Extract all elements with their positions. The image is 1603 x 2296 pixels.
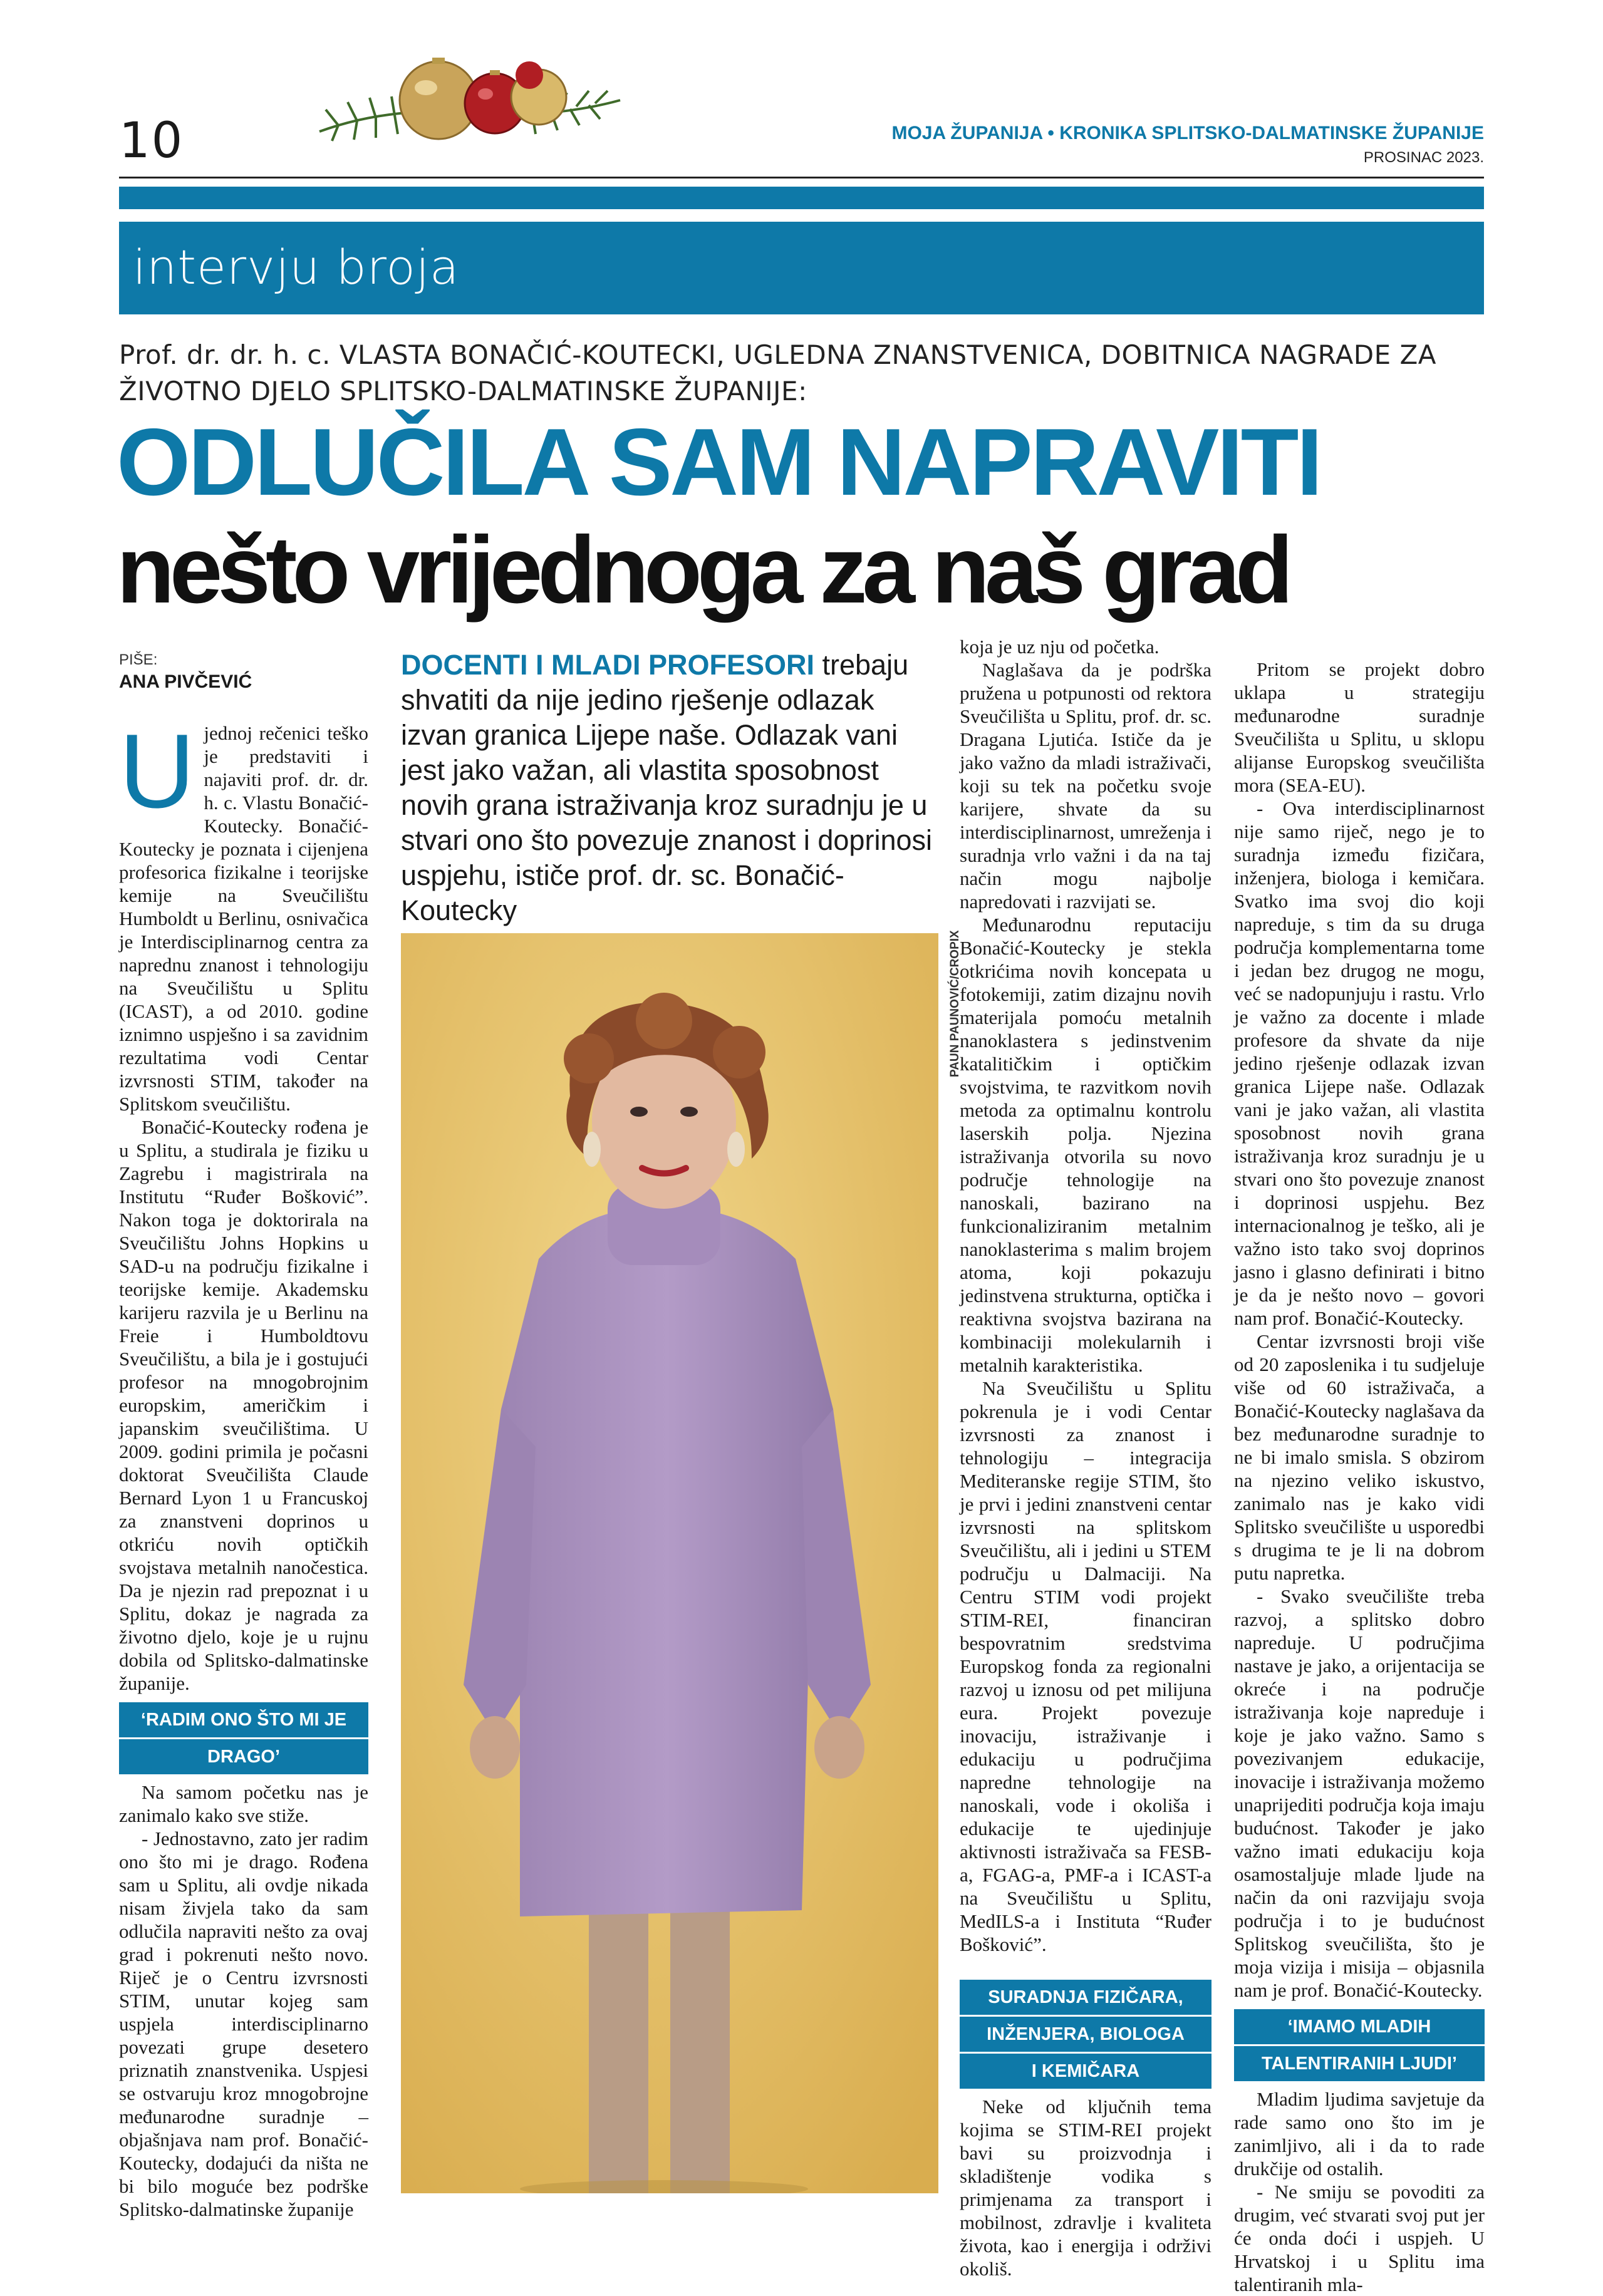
pull-quote-text: trebaju shvatiti da nije jedino rješenje odlazak izvan granica Lijepe naše. Odlazak vani jest jako važan, ali vlastita sposobnost novih grana istraživanja kroz suradnju je u stvari ono što povezuje znanost i doprinosi uspjehu, ističe prof. dr. sc. Bonačić-Koutecky xyxy=(401,649,932,926)
header-rule xyxy=(119,177,1484,178)
paragraph: - Jednostavno, zato jer radim ono što mi je drago. Rođena sam u Splitu, ali ovdje nikada nisam živjela tako da sam odlučila napraviti nešto za ovaj grad i pokrenuti nešto novo. Riječ je o Centru izvrsnosti STIM, unutar kojeg sam uspjela interdisciplinarno povezati grupe desetero priznatih znanstvenika. Uspjesi se ostvaruju kroz mnogobrojne međunarodne suradnje – objašnjava nam prof. Bonačić-Koutecky, dodajući da ništa ne bi bilo moguće bez podrške Splitsko-dalmatinske županije xyxy=(119,1828,368,2220)
pull-quote-lead: DOCENTI I MLADI PROFESORI xyxy=(401,649,815,681)
paragraph: Mladim ljudima savjetuje da rade samo ono što im je zanimljivo, ali i da to rade drukčije od ostalih. xyxy=(1234,2088,1485,2180)
christmas-ornament-decoration xyxy=(313,38,626,157)
photo-credit: PAUN PAUNOVIĆ/CROPIX xyxy=(948,930,962,1077)
drop-cap: U xyxy=(119,712,195,830)
headline-line-1: ODLUČILA SAM NAPRAVITI xyxy=(117,409,1320,515)
paragraph: Naglašava da je podrška pružena u potpunosti od rektora Sveučilišta u Splitu, prof. dr. sc. Dragana Ljutića. Ističe da je jako važno da mladi istraživači, koji su tek na početku svoje karijere, shvate da su interdisciplinarnost, umreženja i suradnja vrlo važni i da na taj način mogu najbolje napredovati i razvijati se. xyxy=(960,659,1211,913)
paragraph: Na Sveučilištu u Splitu pokrenula je i vodi Centar izvrsnosti za znanost i tehnologiju – integracija Mediteranske regije STIM, što je prvi i jedini znanstveni centar izvrsnosti na splitskom Sveučilištu, ali i jedini u STEM području u Dalmaciji. Na Centru STIM vodi projekt STIM-REI, financiran bespovratnim sredstvima Europskog fonda za regionalni razvoj u iznosu od pet milijuna eura. Projekt povezuje inovaciju, istraživanje i edukaciju u područjima napredne tehnologije na nanoskali, vode i okoliša i edukacije te ujedinjuje aktivnosti istraživača sa FESB-a, FGAG-a, PMF-a i ICAST-a na Sveučilištu u Splitu, MedILS-a i Instituta “Ruđer Bošković”. xyxy=(960,1377,1211,1955)
paragraph: Međunarodnu reputaciju Bonačić-Koutecky je stekla otkrićima novih koncepata u fotokemiji, zatim dizajnu novih materijala pomoću metalnih nanoklastera s jedinstvenim katalitičkim i optičkim svojstvima, te razvitkom novih metoda za optimalnu kontrolu laserskih polja. Njezina istraživanja otvorila su novo područje tehnologije na nanoskali, bazirano na funkcionaliziranim metalnim nanoklasterima s malim brojem atoma, koji pokazuju jedinstvena strukturna, optička i reaktivna svojstva bazirana na kombinaciji molekularnih i metalnih karakteristika. xyxy=(960,914,1211,1376)
article-column-3 xyxy=(960,635,1211,2280)
subheading-imamo: ‘IMAMO MLADIH TALENTIRANIH LJUDI’ xyxy=(1234,2009,1485,2081)
article-column-1 xyxy=(119,712,368,2221)
paragraph: - Ova interdisciplinarnost nije samo riječ, nego je to suradnja između fizičara, inženjera, biologa i kemičara. Svatko ima svoj dio koji napreduje, s tim da su druga područja komplementarna tome i jedan bez drugog ne mogu, već se nadopunjuju i rastu. Vrlo je važno za docente i mlade profesore da shvate da nije jedino rješenje odlazak izvan granica Lijepe naše. Odlazak vani je jako važan, ali vlastita sposobnost novih grana istraživanja kroz suradnju je u stvari ono što povezuje znanost i doprinosi uspjehu. Bez internacionalnog je teško, ali je važno isto tako svoj doprinos jasno i glasno definirati i bitno je da je nešto novo – govori nam prof. Bonačić-Koutecky. xyxy=(1234,797,1485,1329)
article-kicker: Prof. dr. dr. h. c. VLASTA BONAČIĆ-KOUTECKI, UGLEDNA ZNANSTVENICA, DOBITNICA NAGRADE ZA ŽIVOTNO DJELO SPLITSKO-DALMATINSKE ŽUPANIJE: xyxy=(119,339,1437,406)
paragraph: Pritom se projekt dobro uklapa u strategiju međunarodne suradnje Sveučilišta u Splitu, u sklopu alijanse Europskog sveučilišta mora (SEA-EU). xyxy=(1234,658,1485,796)
paragraph: Centar izvrsnosti broji više od 20 zaposlenika i tu sudjeluje više od 60 istraživača, a Bonačić-Koutecky naglašava da bez međunarodne suradnje to ne bi imalo smisla. S obzirom na njezino veliko iskustvo, zanimalo nas je kako vidi Splitsko sveučilište u usporedbi s drugima te je li na dobrom putu napretka. xyxy=(1234,1330,1485,1584)
headline-line-2: nešto vrijednoga za naš grad xyxy=(117,517,1289,623)
publication-date: PROSINAC 2023. xyxy=(1363,149,1484,166)
paragraph: - Svako sveučilište treba razvoj, a splitsko dobro napreduje. U područjima nastave je jako, a orijentacija se okreće i na područje istraživanja koje napreduje i koje je jako važno. Samo s povezivanjem edukacije, inovacije i istraživanja možemo unaprijediti područja koja imaju budućnost. Također je jako važno imati edukaciju koja osamostaljuje mlade ljude na način da oni razvijaju svoja područja i to je budućnost Splitskog sveučilišta, što je moja vizija i misija – objasnila nam je prof. Bonačić-Koutecky. xyxy=(1234,1585,1485,2001)
paragraph: Bonačić-Koutecky rođena je u Splitu, a studirala je fiziku u Zagrebu i magistrirala na Institutu “Ruđer Bošković”. Nakon toga je doktorirala na Sveučilištu Johns Hopkins u SAD-u na području fizikalne i teorijske kemije. Akademsku karijeru razvila je u Berlinu na Freie i Humboldtovu Sveučilištu, a bila je i gostujući profesor na mnogobrojnim europskim, američkim i japanskim sveučilištima. U 2009. godini primila je počasni doktorat Sveučilišta Claude Bernard Lyon 1 u Francuskoj za znanstveni doprinos u otkriću novih optičkih svojstava metalnih nanočestica. Da je njezin rad prepoznat i u Splitu, dokaz je nagrada za životno djelo, koje je u rujnu dobila od Splitsko-dalmatinske županije. xyxy=(119,1116,368,1694)
paragraph: Na samom početku nas je zanimalo kako sve stiže. xyxy=(119,1781,368,1826)
pull-quote xyxy=(401,648,941,928)
intro-paragraph: Ujednoj rečenici teško je predstaviti i najaviti prof. dr. dr. h. c. Vlastu Bonačić-Koutecky. Bonačić-Koutecky je poznata i cijenjena profesorica fizikalne i teorijske kemije na Sveučilištu Humboldt u Berlinu, osnivačica je Interdisciplinarnog centra za naprednu znanost i tehnologiju na Sveučilištu u Splitu (ICAST), a od 2010. godine iznimno uspješno i sa zavidnim rezultatima vodi Centar izvrsnosti STIM, također na Splitskom sveučilištu. xyxy=(119,712,368,1115)
byline-label: PIŠE: xyxy=(119,651,158,668)
portrait-photo xyxy=(401,933,938,2193)
top-accent-bar xyxy=(119,187,1484,209)
article-column-4 xyxy=(1234,658,1485,2296)
paragraph: Neke od ključnih tema kojima se STIM-REI projekt bavi su proizvodnja i skladištenje vodika s primjenama za transport i mobilnost, zdravlje i kvaliteta života, kao i energija i održivi okoliš. xyxy=(960,2096,1211,2280)
page-number: 10 xyxy=(119,113,184,169)
section-label: intervju broja xyxy=(133,239,460,295)
paragraph: - Ne smiju se povoditi za drugim, već stvarati svoj put jer će onda doći i uspjeh. U Hrvatskoj i u Splitu ima talentiranih mla- xyxy=(1234,2181,1485,2295)
paragraph: koja je uz nju od početka. xyxy=(960,636,1159,658)
subheading-radim: ‘RADIM ONO ŠTO MI JE DRAGO’ xyxy=(119,1702,368,1774)
publication-title: MOJA ŽUPANIJA • KRONIKA SPLITSKO-DALMATINSKE ŽUPANIJE xyxy=(891,123,1484,143)
subheading-suradnja: SURADNJA FIZIČARA, INŽENJERA, BIOLOGA I KEMIČARA xyxy=(960,1980,1211,2089)
byline-name: ANA PIVČEVIĆ xyxy=(119,671,252,692)
